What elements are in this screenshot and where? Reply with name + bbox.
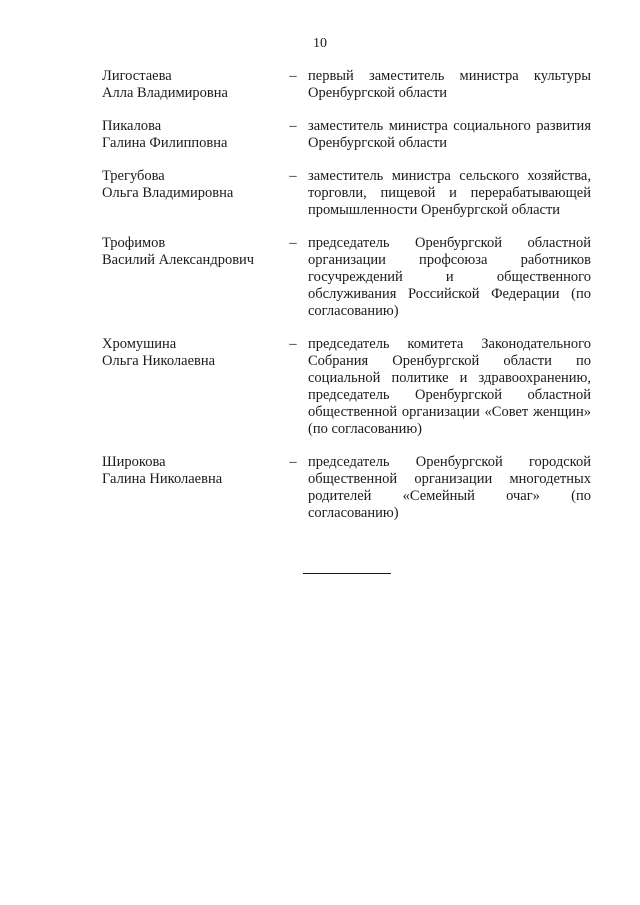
member-entry	[102, 235, 590, 320]
member-list	[102, 68, 590, 522]
position-line: согласованию)	[308, 505, 399, 521]
member-given-name: Ольга Николаевна	[102, 353, 216, 369]
position-line: обслуживания Российской Федерации (по	[308, 286, 591, 302]
position-line: социальной политике и здравоохранению,	[308, 370, 591, 386]
separator-dash: –	[289, 235, 297, 251]
closing-rule	[303, 573, 391, 574]
position-line: промышленности Оренбургской области	[308, 202, 561, 218]
member-surname: Трофимов	[102, 235, 166, 251]
member-entry	[102, 336, 590, 438]
position-line: госучреждений и общественного	[308, 269, 591, 285]
position-line: общественной организации многодетных	[308, 471, 591, 487]
separator-dash: –	[289, 168, 297, 184]
separator-dash: –	[289, 336, 297, 352]
member-position	[308, 336, 591, 438]
member-given-name: Галина Николаевна	[102, 471, 223, 487]
member-surname: Лигостаева	[102, 68, 172, 84]
position-line: председатель Оренбургской городской	[308, 454, 591, 470]
member-entry	[102, 168, 590, 219]
member-surname: Пикалова	[102, 118, 162, 134]
position-line: согласованию)	[308, 303, 399, 319]
member-position	[308, 235, 591, 320]
member-surname: Широкова	[102, 454, 166, 470]
position-line: первый заместитель министра культуры	[308, 68, 591, 84]
position-line: Оренбургской области	[308, 135, 448, 151]
separator-dash: –	[289, 454, 297, 470]
member-entry	[102, 454, 590, 522]
member-given-name: Галина Филипповна	[102, 135, 228, 151]
member-name	[102, 168, 272, 202]
position-line: председатель Оренбургской областной	[308, 387, 591, 403]
position-line: Оренбургской области	[308, 85, 448, 101]
member-given-name: Ольга Владимировна	[102, 185, 234, 201]
member-position	[308, 118, 591, 152]
member-name	[102, 336, 272, 370]
member-name	[102, 68, 272, 102]
member-surname: Хромушина	[102, 336, 177, 352]
position-line: родителей «Семейный очаг» (по	[308, 488, 591, 504]
member-given-name: Василий Александрович	[102, 252, 255, 268]
position-line: председатель комитета Законодательного	[308, 336, 591, 352]
page-number: 10	[313, 36, 327, 51]
position-line: председатель Оренбургской областной	[308, 235, 591, 251]
member-given-name: Алла Владимировна	[102, 85, 228, 101]
member-name	[102, 118, 272, 152]
position-line: (по согласованию)	[308, 421, 422, 437]
member-entry	[102, 68, 590, 102]
member-position	[308, 454, 591, 522]
member-name	[102, 454, 272, 488]
position-line: заместитель министра социального развития	[308, 118, 591, 134]
position-line: общественной организации «Совет женщин»	[308, 404, 591, 420]
position-line: организации профсоюза работников	[308, 252, 591, 268]
position-line: заместитель министра сельского хозяйства,	[308, 168, 591, 184]
member-position	[308, 68, 591, 102]
member-surname: Трегубова	[102, 168, 165, 184]
member-position	[308, 168, 591, 219]
position-line: Собрания Оренбургской области по	[308, 353, 591, 369]
member-entry	[102, 118, 590, 152]
position-line: торговли, пищевой и перерабатывающей	[308, 185, 591, 201]
separator-dash: –	[289, 118, 297, 134]
separator-dash: –	[289, 68, 297, 84]
member-name	[102, 235, 272, 269]
